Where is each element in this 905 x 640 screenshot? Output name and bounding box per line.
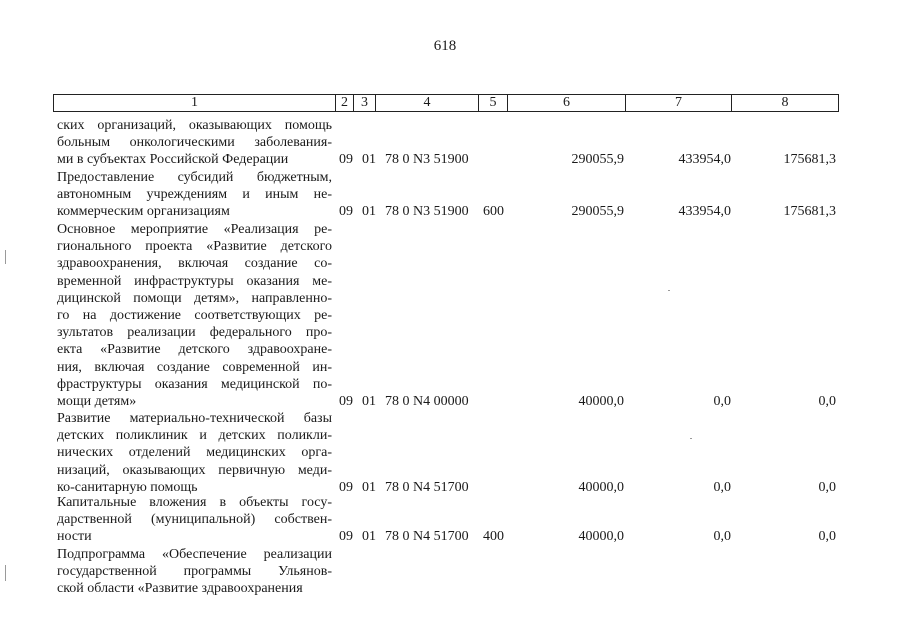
row-name [57, 169, 332, 221]
row-name-line: здравоохранения, включая создание со- [57, 256, 332, 272]
row-section-code: 09 [339, 479, 353, 495]
row-name-line: ко-санитарную помощь [57, 479, 198, 495]
scan-artifact [5, 250, 6, 264]
row-name-line: ских организаций, оказывающих помощь [57, 118, 332, 133]
row-amount-col6: 290055,9 [571, 152, 624, 168]
row-name-line: екта «Развитие детского здравоохране- [57, 342, 332, 358]
row-name [57, 546, 332, 598]
page-number: 618 [433, 38, 457, 54]
header-col-2: 2 [336, 95, 354, 112]
row-amount-col8: 0,0 [818, 479, 836, 495]
row-expense-type: 400 [483, 529, 504, 545]
row-name-line: гионального проекта «Развитие детского [57, 239, 332, 255]
row-name-line: автономным учреждениям и иным не- [57, 187, 332, 203]
scan-artifact [668, 290, 670, 291]
row-name-line: государственной программы Ульянов- [57, 564, 332, 580]
row-name-line: ми в субъектах Российской Федерации [57, 152, 289, 168]
header-row [54, 95, 839, 112]
row-name-line: детских поликлиник и детских поликли- [57, 428, 332, 444]
row-name-line: больным онкологическими заболевания- [57, 135, 332, 151]
row-target-code: 78 0 N4 51700 [385, 479, 469, 495]
header-col-6: 6 [508, 95, 626, 112]
row-amount-col8: 0,0 [818, 529, 836, 545]
row-name-line: временной инфраструктуры оказания ме- [57, 273, 332, 289]
row-name-line: ния, включая создание современной ин- [57, 359, 332, 375]
row-amount-col7: 0,0 [713, 529, 731, 545]
column-header-table [53, 94, 839, 112]
row-name [57, 410, 332, 496]
row-amount-col8: 175681,3 [783, 204, 836, 220]
row-amount-col7: 0,0 [713, 394, 731, 409]
row-name [57, 221, 332, 410]
row-name-line: нических отделений медицинских орга- [57, 445, 332, 461]
row-amount-col7: 433954,0 [678, 204, 731, 220]
row-amount-col7: 433954,0 [678, 152, 731, 168]
header-col-3: 3 [354, 95, 376, 112]
row-expense-type: 600 [483, 204, 504, 220]
row-subsection-code: 01 [362, 529, 376, 545]
row-subsection-code: 01 [362, 479, 376, 495]
row-name-line: Предоставление субсидий бюджетным, [57, 170, 332, 185]
row-name-line: дарственной (муниципальной) собствен- [57, 512, 332, 528]
row-name-line: мощи детям» [57, 393, 137, 409]
row-name-line: Подпрограмма «Обеспечение реализации [57, 547, 332, 562]
row-subsection-code: 01 [362, 394, 376, 409]
row-target-code: 78 0 N3 51900 [385, 204, 469, 220]
row-name-line: дицинской помощи детям», направленно- [57, 290, 332, 306]
header-col-1: 1 [54, 95, 336, 112]
header-col-7: 7 [626, 95, 732, 112]
row-section-code: 09 [339, 204, 353, 220]
header-col-5: 5 [479, 95, 508, 112]
row-name-line: ской области «Развитие здравоохранения [57, 581, 303, 597]
row-amount-col6: 290055,9 [571, 204, 624, 220]
scan-artifact [690, 438, 692, 439]
row-name-line: коммерческим организациям [57, 204, 230, 220]
row-name-line: Развитие материально-технической базы [57, 411, 332, 426]
row-target-code: 78 0 N3 51900 [385, 152, 469, 168]
row-name-line: ности [57, 529, 92, 545]
row-section-code: 09 [339, 152, 353, 168]
row-section-code: 09 [339, 529, 353, 545]
row-name-line: низаций, оказывающих первичную меди- [57, 462, 332, 478]
header-col-4: 4 [376, 95, 479, 112]
row-name [57, 494, 332, 546]
header-col-8: 8 [732, 95, 839, 112]
row-name-line: фраструктуры оказания медицинской по- [57, 376, 332, 392]
row-name-line: Капитальные вложения в объекты госу- [57, 495, 332, 510]
row-subsection-code: 01 [362, 152, 376, 168]
row-name-line: Основное мероприятие «Реализация ре- [57, 222, 332, 237]
row-amount-col6: 40000,0 [578, 529, 624, 545]
row-section-code: 09 [339, 394, 353, 409]
row-amount-col8: 0,0 [818, 394, 836, 409]
row-amount-col8: 175681,3 [783, 152, 836, 168]
row-amount-col6: 40000,0 [578, 394, 624, 409]
row-target-code: 78 0 N4 00000 [385, 394, 469, 409]
row-amount-col6: 40000,0 [578, 479, 624, 495]
row-name [57, 117, 332, 169]
row-name-line: го на достижение соответствующих ре- [57, 307, 332, 323]
row-subsection-code: 01 [362, 204, 376, 220]
row-target-code: 78 0 N4 51700 [385, 529, 469, 545]
scan-artifact [5, 565, 6, 581]
row-amount-col7: 0,0 [713, 479, 731, 495]
row-name-line: зультатов реализации федерального про- [57, 325, 332, 341]
